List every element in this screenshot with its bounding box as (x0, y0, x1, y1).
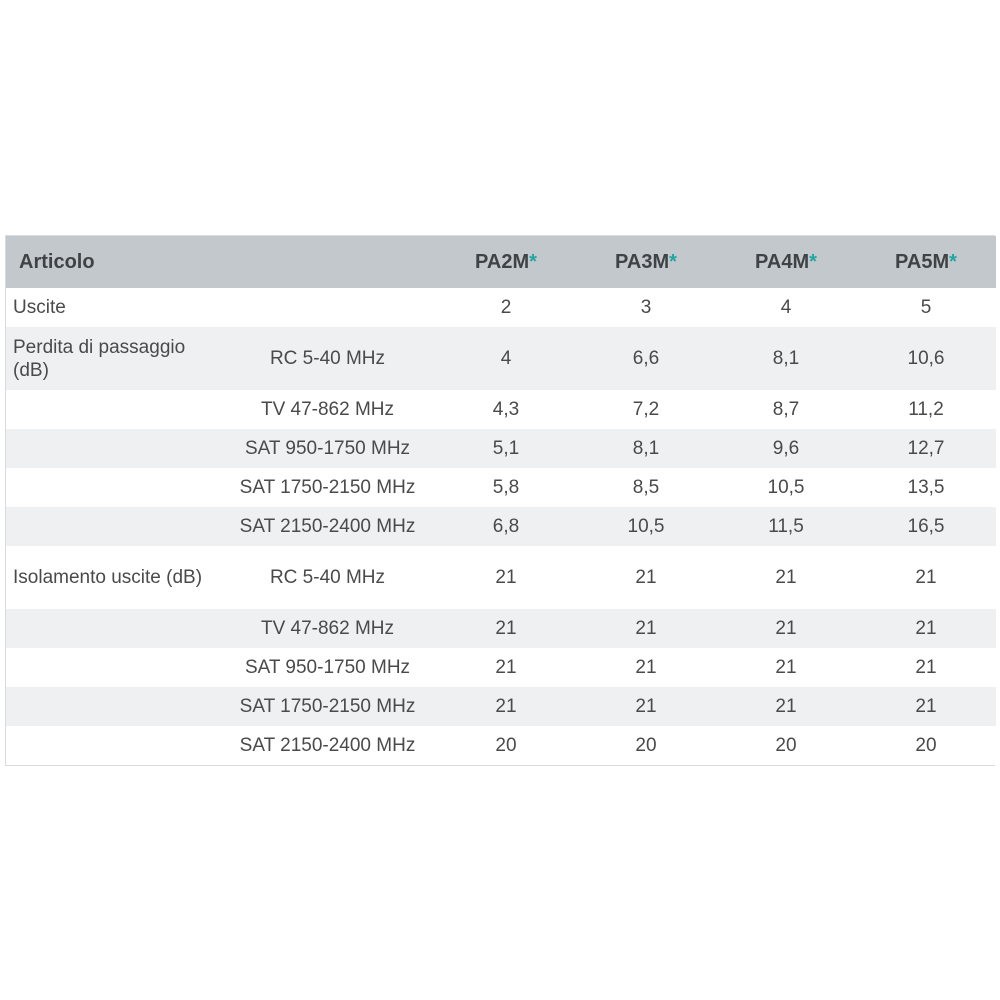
asterisk-mark: * (809, 250, 817, 273)
row-label (6, 648, 219, 687)
table-row (6, 327, 996, 390)
table-cell: 6,8 (492, 515, 520, 537)
table-row (6, 468, 996, 507)
header-model-pa5m (856, 236, 996, 288)
table-row (6, 507, 996, 546)
table-cell: 21 (635, 695, 657, 717)
table-row (6, 429, 996, 468)
table-cell: 9,6 (772, 437, 800, 459)
row-sublabel: TV 47-862 MHz (260, 398, 395, 420)
table-cell: 8,1 (772, 347, 800, 369)
row-sublabel: SAT 2150-2400 MHz (239, 734, 416, 756)
table-cell: 21 (915, 695, 937, 717)
row-label (6, 507, 219, 546)
row-sublabel: SAT 2150-2400 MHz (239, 515, 416, 537)
table-cell: 21 (495, 695, 517, 717)
row-label (6, 726, 219, 765)
table-row (6, 288, 996, 327)
row-label: Perdita di passaggio (dB) (13, 336, 186, 381)
row-label (6, 468, 219, 507)
header-model-pa3m (576, 236, 716, 288)
table-cell: 7,2 (632, 398, 660, 420)
table-cell: 20 (495, 734, 517, 756)
model-name: PA4M (755, 250, 810, 273)
table-cell: 20 (915, 734, 937, 756)
table-cell: 21 (915, 617, 937, 639)
row-sublabel: TV 47-862 MHz (260, 617, 395, 639)
header-model-pa4m (716, 236, 856, 288)
table-cell: 2 (500, 296, 512, 318)
table-cell: 21 (635, 617, 657, 639)
table-cell: 21 (775, 566, 797, 588)
row-sublabel: SAT 1750-2150 MHz (239, 476, 416, 498)
asterisk-mark: * (529, 250, 537, 273)
table-cell: 4,3 (492, 398, 520, 420)
table-cell: 21 (775, 617, 797, 639)
table-cell: 8,5 (632, 476, 660, 498)
model-name: PA3M (615, 250, 670, 273)
header-articolo: Articolo (19, 250, 95, 273)
row-sublabel: SAT 950-1750 MHz (244, 656, 411, 678)
spec-table (6, 236, 996, 765)
asterisk-mark: * (949, 250, 957, 273)
row-sublabel: SAT 1750-2150 MHz (239, 695, 416, 717)
row-label (6, 609, 219, 648)
row-label: Isolamento uscite (dB) (13, 567, 203, 588)
header-model-pa2m (436, 236, 576, 288)
row-label (6, 390, 219, 429)
table-cell: 20 (775, 734, 797, 756)
table-cell: 6,6 (632, 347, 660, 369)
table-cell: 21 (775, 695, 797, 717)
table-cell: 11,2 (908, 398, 944, 420)
table-cell: 8,1 (632, 437, 660, 459)
table-row (6, 546, 996, 609)
table-cell: 20 (635, 734, 657, 756)
table-cell: 5,1 (492, 437, 520, 459)
model-name: PA2M (475, 250, 530, 273)
asterisk-mark: * (669, 250, 677, 273)
row-sublabel: RC 5-40 MHz (269, 566, 386, 588)
table-cell: 3 (640, 296, 652, 318)
table-cell: 21 (495, 566, 517, 588)
table-row (6, 687, 996, 726)
table-cell: 21 (775, 656, 797, 678)
row-label (6, 687, 219, 726)
table-row (6, 390, 996, 429)
table-header-row (6, 236, 996, 288)
table-cell: 21 (495, 656, 517, 678)
row-sublabel: SAT 950-1750 MHz (244, 437, 411, 459)
model-name: PA5M (895, 250, 950, 273)
table-cell: 4 (500, 347, 512, 369)
table-cell: 10,5 (627, 515, 665, 537)
table-cell: 10,6 (907, 347, 945, 369)
table-cell: 10,5 (767, 476, 805, 498)
table-row (6, 609, 996, 648)
row-label (6, 429, 219, 468)
table-cell: 21 (915, 656, 937, 678)
table-cell: 21 (635, 566, 657, 588)
table-cell: 12,7 (907, 437, 945, 459)
table-cell: 8,7 (772, 398, 800, 420)
table-cell: 21 (495, 617, 517, 639)
table-cell: 4 (780, 296, 792, 318)
row-label: Uscite (13, 297, 66, 318)
table-row (6, 648, 996, 687)
table-cell: 5 (920, 296, 932, 318)
table-cell: 21 (915, 566, 937, 588)
table-cell: 13,5 (907, 476, 945, 498)
table-cell: 16,5 (907, 515, 945, 537)
table-cell: 5,8 (492, 476, 520, 498)
row-sublabel: RC 5-40 MHz (269, 347, 386, 369)
spec-table-container (5, 235, 995, 766)
table-cell: 11,5 (768, 515, 804, 537)
table-cell: 21 (635, 656, 657, 678)
table-row (6, 726, 996, 765)
